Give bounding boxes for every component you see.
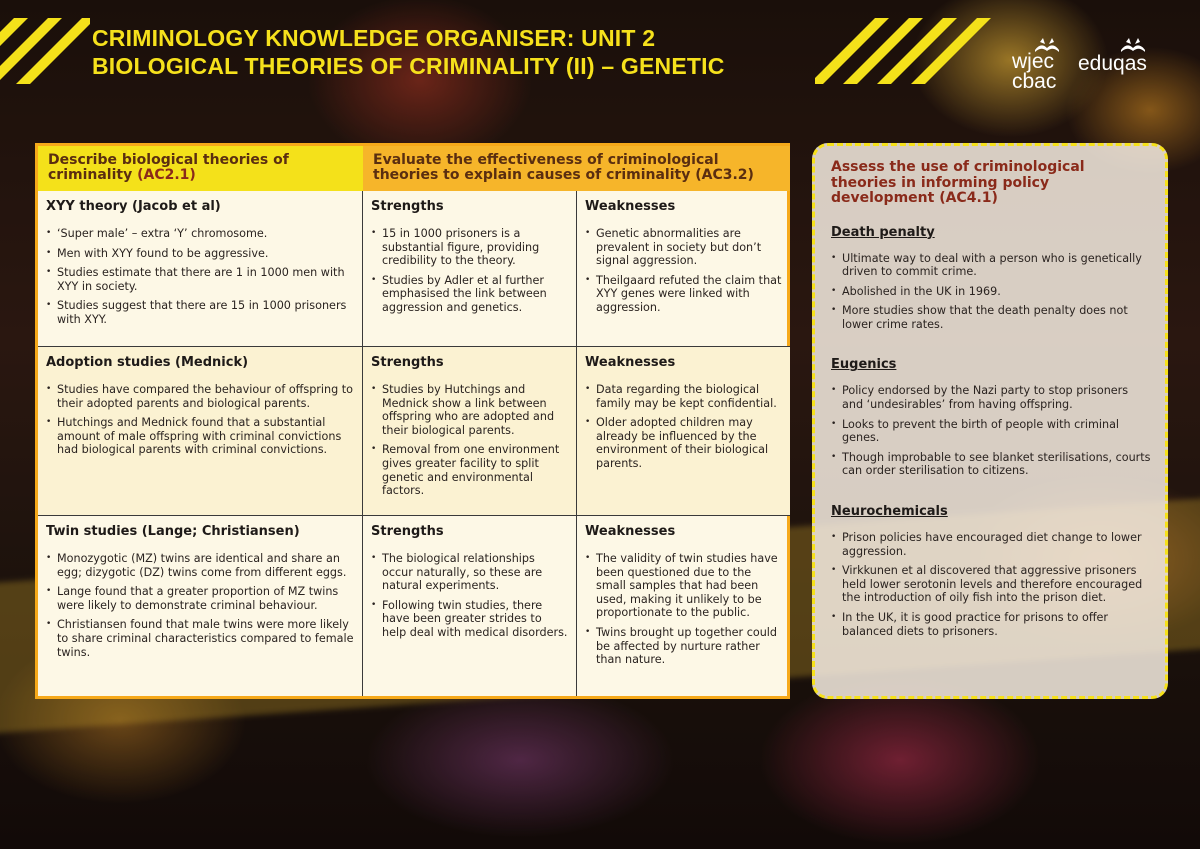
strengths-title: Strengths [371,524,444,539]
policy-panel [812,143,1168,699]
page-title [92,24,725,80]
death-penalty-points [831,252,1151,332]
adoption-strengths-cell [363,347,577,516]
theory-title: Twin studies (Lange; Christiansen) [46,524,300,539]
eugenics-points [831,384,1151,478]
wjec-logo-text: wjec [1012,50,1055,73]
list-item: • Virkkunen et al discovered that aggressive prisoners held lower serotonin levels and therefore encouraged the introduction of oily fish into the prison diet. [831,564,1151,605]
title-line-1: CRIMINOLOGY KNOWLEDGE ORGANISER: UNIT 2 [92,25,656,51]
list-item: • 15 in 1000 prisoners is a substantial figure, providing credibility to the theory. [371,227,568,268]
twin-strengths-cell [363,516,577,696]
list-item: • The biological relationships occur naturally, so these are natural experiments. [371,552,568,593]
xyy-strengths-cell [363,191,577,347]
list-item: • Studies suggest that there are 15 in 1000 prisoners with XYY. [46,299,354,326]
section-title-death-penalty: Death penalty [831,224,935,240]
wjec-cbac-logo [1012,52,1072,92]
list-item: • Lange found that a greater proportion of MZ twins were likely to demonstrate criminal behaviour. [46,585,354,612]
xyy-weaknesses-cell [577,191,790,347]
list-item: • In the UK, it is good practice for prisons to offer balanced diets to prisoners. [831,611,1151,638]
neurochemicals-points [831,531,1151,638]
strengths-title: Strengths [371,199,444,214]
theory-points [46,227,354,327]
theory-title: XYY theory (Jacob et al) [46,199,221,214]
section-title-eugenics: Eugenics [831,357,897,373]
policy-header-text: Assess the use of criminological theories in informing policy development [831,159,1085,206]
list-item: • Genetic abnormalities are prevalent in society but don’t signal aggression. [585,227,782,268]
list-item: • The validity of twin studies have been questioned due to the small samples that had been used, making it unlikely to be proportionate to the public. [585,552,782,620]
describe-header-text: Describe biological theories of criminality [48,152,289,183]
weaknesses-title: Weaknesses [585,355,676,370]
adoption-weaknesses-cell [577,347,790,516]
list-item: • Policy endorsed by the Nazi party to stop prisoners and ‘undesirables’ from having offspring. [831,384,1151,411]
list-item: • Following twin studies, there have been greater strides to help deal with medical disorders. [371,599,568,640]
policy-header-code: (AC4.1) [939,190,998,206]
open-book-icon [1120,38,1146,52]
list-item: • Christiansen found that male twins were more likely to share criminal characteristics compared to female twins. [46,618,354,659]
cbac-logo-text: cbac [1012,70,1057,93]
evaluate-header-code: (AC3.2) [695,167,754,183]
list-item: • Older adopted children may already be influenced by the environment of their biological parents. [585,416,782,470]
describe-column-header [38,146,363,191]
list-item: • Monozygotic (MZ) twins are identical and share an egg; dizygotic (DZ) twins come from different eggs. [46,552,354,579]
list-item: • Theilgaard refuted the claim that XYY genes were linked with aggression. [585,274,782,315]
list-item: • Looks to prevent the birth of people with criminal genes. [831,418,1151,445]
list-item: • Though improbable to see blanket sterilisations, courts can order sterilisation to citizens. [831,451,1151,478]
table-row-twin-studies [38,516,363,696]
list-item: • Abolished in the UK in 1969. [831,285,1151,299]
table-row-adoption-studies [38,347,363,516]
list-item: • Studies have compared the behaviour of offspring to their adopted parents and biological parents. [46,383,354,410]
evaluate-header-text: Evaluate the effectiveness of criminological theories to explain causes of criminality [373,152,719,183]
eduqas-logo: eduqas [1078,52,1147,75]
list-item: • Hutchings and Mednick found that a substantial amount of male offspring with criminal convictions had biological parents with criminal convictions. [46,416,354,457]
section-title-neurochemicals: Neurochemicals [831,504,948,520]
list-item: • Ultimate way to deal with a person who is genetically driven to commit crime. [831,252,1151,279]
theory-title: Adoption studies (Mednick) [46,355,249,370]
hazard-stripes-right [815,18,1000,84]
title-line-2: BIOLOGICAL THEORIES OF CRIMINALITY (II) – GENETIC [92,53,725,79]
strengths-title: Strengths [371,355,444,370]
list-item: • Twins brought up together could be affected by nurture rather than nature. [585,626,782,667]
hazard-stripes-left [0,18,90,84]
list-item: • Men with XYY found to be aggressive. [46,247,354,261]
table-row-xyy-theory [38,191,363,347]
list-item: • More studies show that the death penalty does not lower crime rates. [831,304,1151,331]
list-item: • ‘Super male’ – extra ‘Y’ chromosome. [46,227,354,241]
evaluate-column-header [363,146,790,191]
twin-weaknesses-cell [577,516,790,696]
list-item: • Prison policies have encouraged diet change to lower aggression. [831,531,1151,558]
weaknesses-title: Weaknesses [585,524,676,539]
list-item: • Removal from one environment gives greater facility to split genetic and environmental factors. [371,443,568,497]
list-item: • Data regarding the biological family may be kept confidential. [585,383,782,410]
list-item: • Studies by Hutchings and Mednick show a link between offspring who are adopted and their biological parents. [371,383,568,437]
list-item: • Studies by Adler et al further emphasised the link between aggression and genetics. [371,274,568,315]
theories-table [35,143,790,699]
describe-header-code: (AC2.1) [137,167,196,183]
weaknesses-title: Weaknesses [585,199,676,214]
policy-header [831,160,1151,207]
list-item: • Studies estimate that there are 1 in 1000 men with XYY in society. [46,266,354,293]
